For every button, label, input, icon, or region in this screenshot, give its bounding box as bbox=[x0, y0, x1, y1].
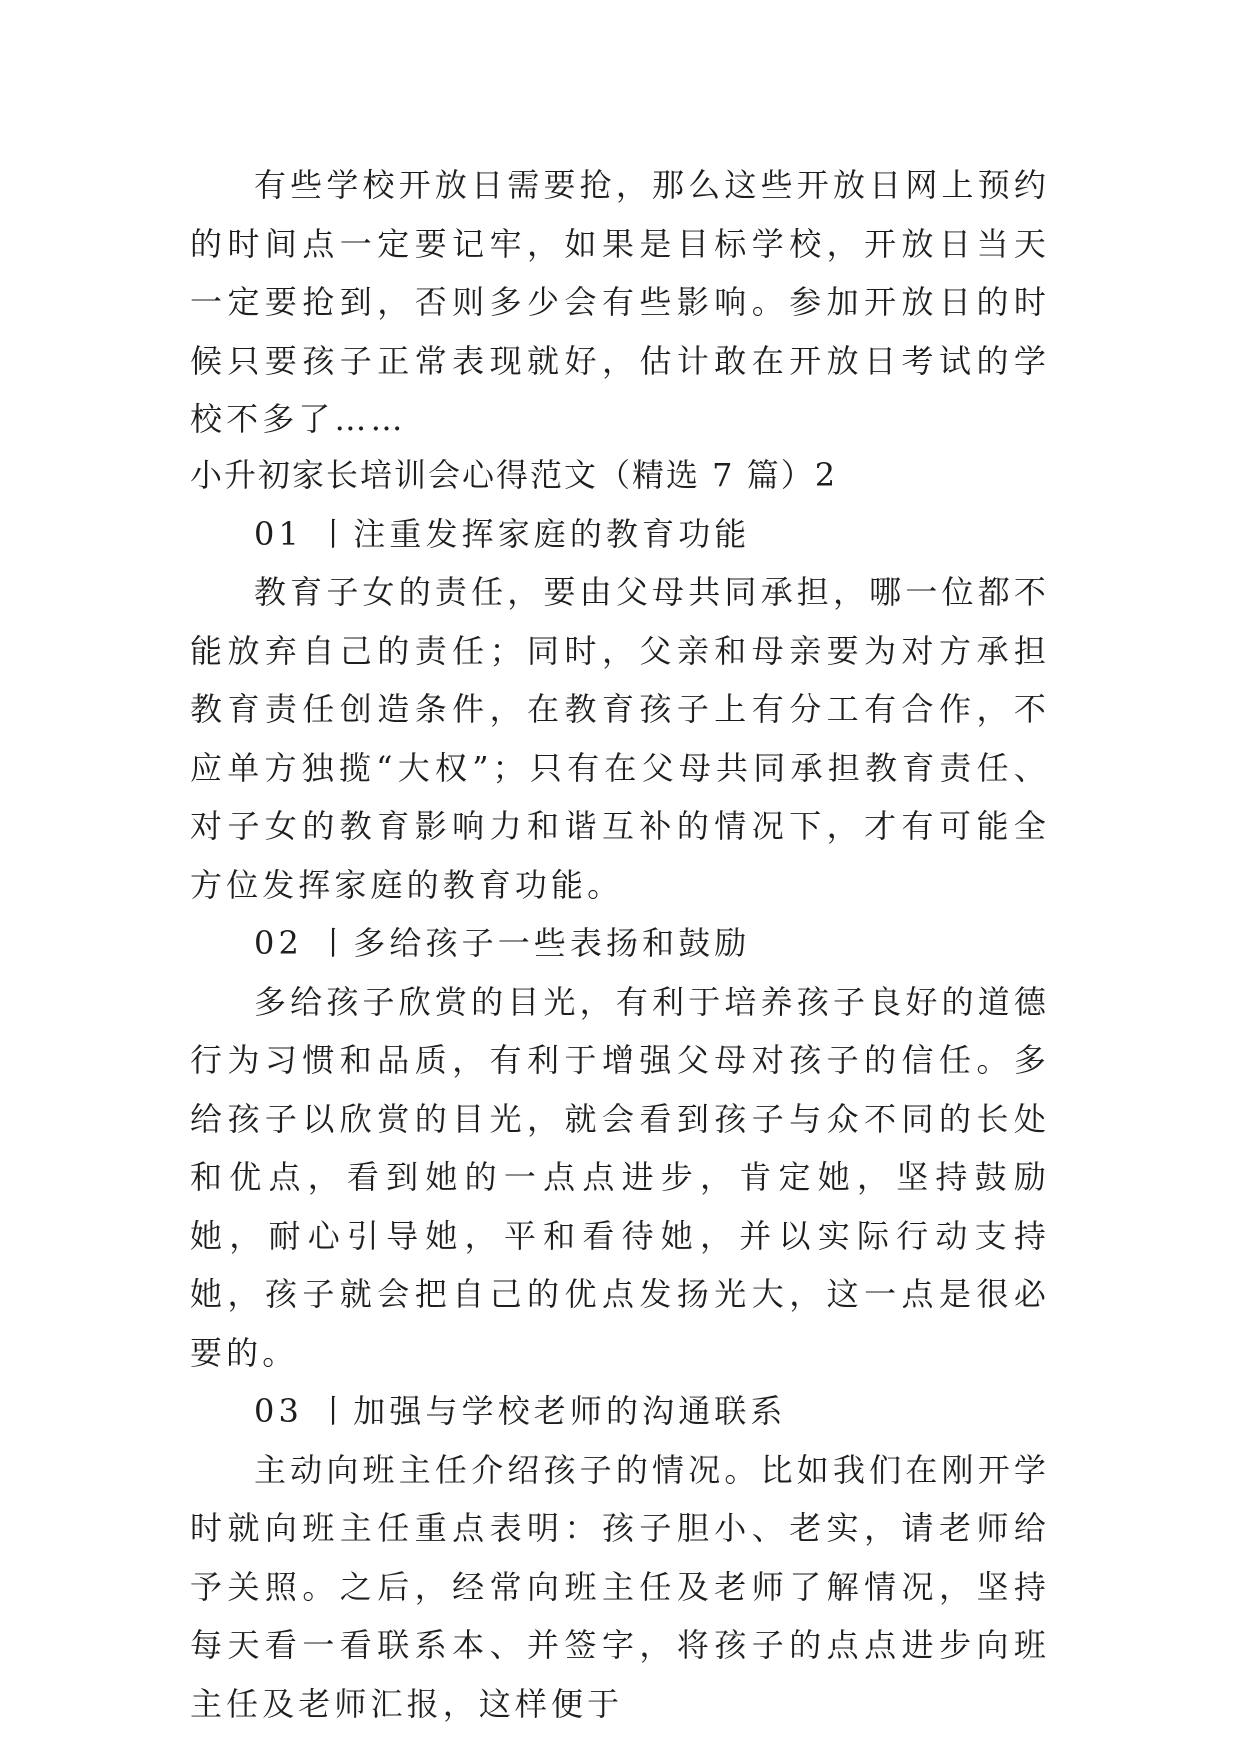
section-heading-02: 02 丨多给孩子一些表扬和鼓励 bbox=[254, 924, 751, 962]
article-body bbox=[190, 446, 1050, 1733]
intro-section bbox=[190, 156, 1050, 449]
article-title: 小升初家长培训会心得范文（精选 7 篇）2 bbox=[190, 456, 838, 494]
section-body-01: 教育子女的责任，要由父母共同承担，哪一位都不能放弃自己的责任；同时，父亲和母亲要为对方承担教育责任创造条件，在教育孩子上有分工有合作，不应单方独揽“大权”；只有在父母共同承担教育责任、对子女的教育影响力和谐互补的情况下，才有可能全方位发挥家庭的教育功能。 bbox=[190, 573, 1050, 904]
section-heading-03: 03 丨加强与学校老师的沟通联系 bbox=[254, 1392, 787, 1430]
intro-paragraph: 有些学校开放日需要抢，那么这些开放日网上预约的时间点一定要记牢，如果是目标学校，开放日当天一定要抢到，否则多少会有些影响。参加开放日的时候只要孩子正常表现就好，估计敢在开放日考试的学校不多了…… bbox=[190, 166, 1050, 438]
section-heading-01: 01 丨注重发挥家庭的教育功能 bbox=[254, 514, 751, 553]
section-body-03: 主动向班主任介绍孩子的情况。比如我们在刚开学时就向班主任重点表明：孩子胆小、老实，请老师给予关照。之后，经常向班主任及老师了解情况，坚持每天看一看联系本、并签字，将孩子的点点进步向班主任及老师汇报，这样便于 bbox=[190, 1450, 1050, 1723]
section-body-02: 多给孩子欣赏的目光，有利于培养孩子良好的道德行为习惯和品质，有利于增强父母对孩子的信任。多给孩子以欣赏的目光，就会看到孩子与众不同的长处和优点，看到她的一点点进步，肯定她，坚持鼓励她，耐心引导她，平和看待她，并以实际行动支持她，孩子就会把自己的优点发扬光大，这一点是很必要的。 bbox=[190, 982, 1050, 1372]
